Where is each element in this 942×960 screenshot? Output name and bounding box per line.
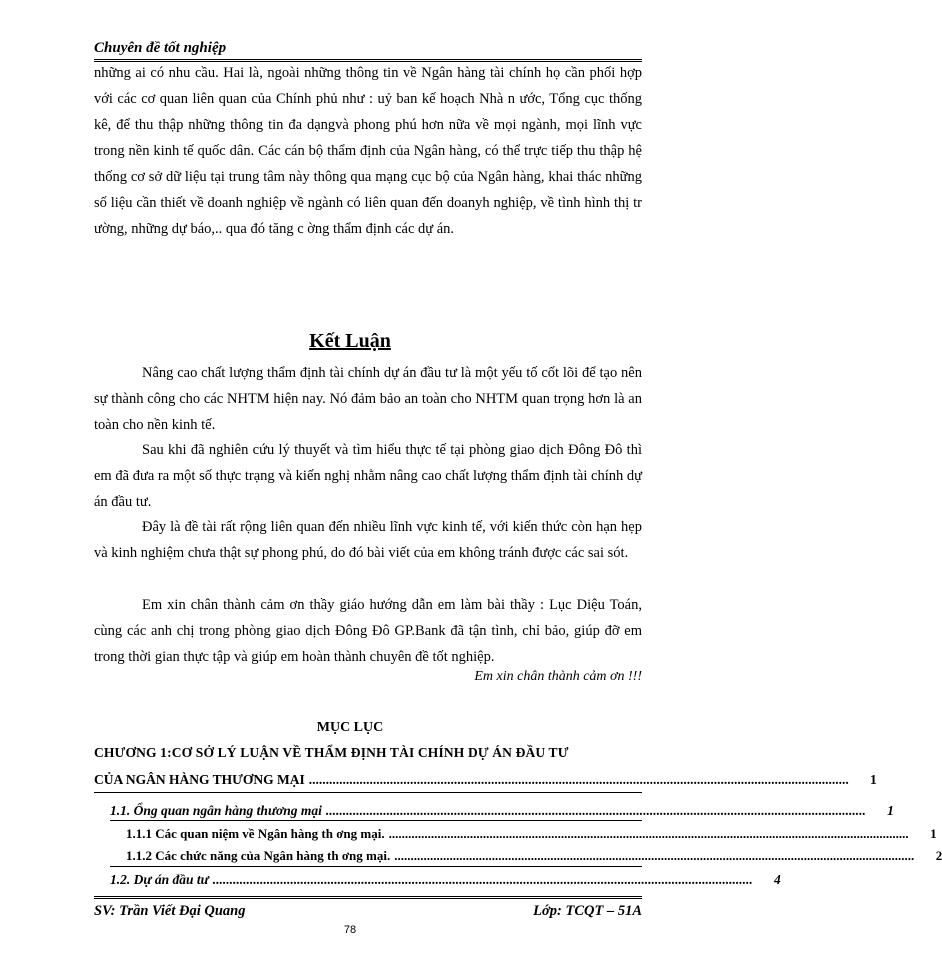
conclusion-paragraph-4: Em xin chân thành cảm ơn thầy giáo hướng dẫn em làm bài thầy : Lục Diệu Toán, cùng các anh chị trong phòng giao dịch Đông Đô GP.Bank đã tận tình, chỉ bảo, giúp đỡ em trong thời gian thực tập và giúp em hoàn thành chuyên đề tốt nghiệp. [94, 597, 642, 665]
toc-entry-label: 1.2. Dự án đầu tư [110, 872, 209, 887]
toc-divider [110, 866, 642, 867]
toc-entry-page: 2 [935, 848, 942, 863]
toc-chapter1-line1: CHƯƠNG 1:CƠ SỞ LÝ LUẬN VỀ THẨM ĐỊNH TÀI CHÍNH DỰ ÁN ĐẦU TƯ [94, 745, 569, 760]
toc-leader: ................................................................................................................................................................ [212, 872, 753, 887]
toc-entry-page: 1 [887, 803, 894, 818]
toc-entry-label: 1.1.1 Các quan niệm về Ngân hàng th ơng mại. [126, 826, 385, 841]
footer-student: SV: Trần Viết Đại Quang [94, 903, 246, 919]
toc-entry-page: 1 [870, 772, 877, 787]
toc-leader: ................................................................................................................................................................ [394, 848, 915, 863]
toc-entry-1-1[interactable] [94, 803, 894, 819]
page-header [94, 40, 642, 62]
toc-leader: ................................................................................................................................................................ [325, 803, 866, 818]
page-number: 78 [343, 924, 357, 936]
toc-entry-1-2[interactable] [94, 872, 781, 888]
header-title: Chuyên đề tốt nghiệp [94, 40, 227, 56]
closing-thanks: Em xin chân thành cảm ơn !!! [474, 669, 642, 684]
toc-leader: ................................................................................................................................................................ [308, 772, 849, 787]
toc-entry-page: 1 [930, 826, 937, 841]
toc-divider [110, 820, 642, 821]
intro-paragraph: những ai có nhu cầu. Hai là, ngoài những thông tin về Ngân hàng tài chính họ cần phối hợp với các cơ quan liên quan của Chính phủ như : uỷ ban kế hoạch Nhà n ước, Tổng cục thống kê, để thu thập những thông tin đa dạngvà phong phú hơn nữa về mọi ngành, mọi lĩnh vực trong nền kinh tế quốc dân. Các cán bộ thẩm định của Ngân hàng, có thể trực tiếp thu thập hệ thống cơ sở dữ liệu tại trung tâm này thông qua mạng cục bộ của Ngân hàng, khai thác những số liệu cần thiết về doanh nghiệp về ngành có liên quan đến doanyh nghiệp, về tình hình thị tr ường, những dự báo,.. qua đó tăng c ờng thẩm định các dự án. [94, 65, 642, 237]
toc-title: MỤC LỤC [316, 720, 384, 735]
conclusion-paragraph-3: Đây là đề tài rất rộng liên quan đến nhiều lĩnh vực kinh tế, với kiến thức còn hạn hẹp và kinh nghiệm chưa thật sự phong phú, do đó bài viết của em không tránh được các sai sót. [94, 519, 642, 561]
page-footer [94, 896, 642, 920]
toc-chapter1-line2[interactable] [94, 772, 877, 788]
conclusion-paragraph-1: Nâng cao chất lượng thẩm định tài chính dự án đầu tư là một yếu tố cốt lõi để tạo nên sự thành công cho các NHTM hiện nay. Nó đảm bảo an toàn cho NHTM quan trọng hơn là an toàn cho nền kinh tế. [94, 365, 642, 433]
toc-entry-1-1-1[interactable] [94, 826, 937, 842]
conclusion-title: Kết Luận [309, 330, 391, 352]
toc-entry-page: 4 [773, 872, 781, 887]
toc-divider [94, 792, 642, 793]
toc-entry-label: 1.1. Ổng quan ngân hàng thương mại [110, 803, 322, 818]
toc-entry-label: 1.1.2 Các chức năng của Ngân hàng th ơng mại. [126, 848, 391, 863]
toc-entry-label: CỦA NGÂN HÀNG THƯƠNG MẠI [94, 772, 305, 787]
footer-class: Lớp: TCQT – 51A [533, 903, 642, 919]
toc-entry-1-1-2[interactable] [94, 848, 942, 864]
conclusion-paragraph-2: Sau khi đã nghiên cứu lý thuyết và tìm hiểu thực tế tại phòng giao dịch Đông Đô thì em đã đưa ra một số thực trạng và kiến nghị nhằm nâng cao chất lượng thẩm định tài chính dự án đầu tư. [94, 442, 642, 510]
toc-leader: ................................................................................................................................................................ [388, 826, 909, 841]
